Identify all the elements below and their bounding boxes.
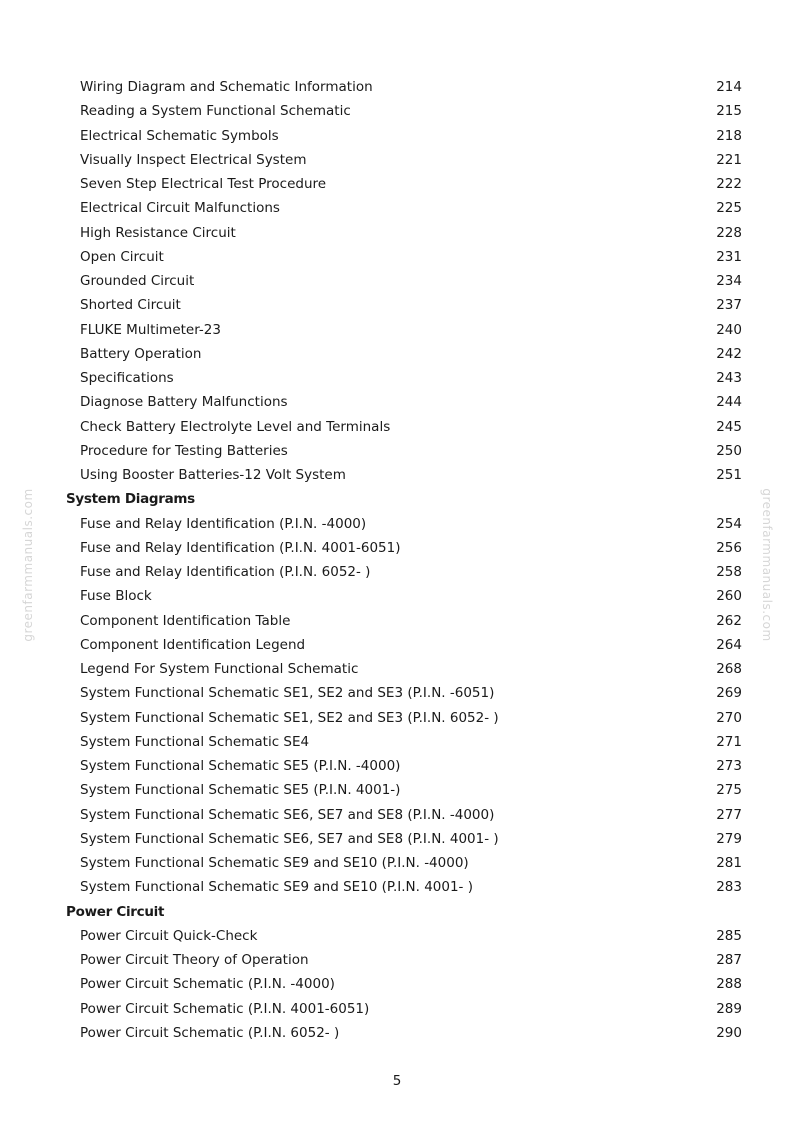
toc-section-heading — [66, 487, 742, 511]
toc-entry[interactable] — [66, 609, 742, 633]
entry-page-number: 234 — [716, 273, 742, 289]
entry-title: Wiring Diagram and Schematic Information — [80, 79, 373, 95]
entry-title: Power Circuit Quick-Check — [80, 927, 258, 944]
entry-page-number: 240 — [716, 321, 742, 338]
entry-page-number: 237 — [716, 297, 742, 314]
entry-page-number: 289 — [716, 1000, 742, 1017]
entry-page-number: 262 — [716, 612, 742, 629]
toc-section-heading — [66, 900, 742, 924]
toc-entry[interactable] — [66, 997, 742, 1021]
entry-title: System Functional Schematic SE1, SE2 and SE3 (P.I.N. 6052- ) — [80, 709, 499, 726]
entry-page-number: 275 — [716, 782, 742, 799]
entry-title: Fuse Block — [80, 588, 152, 605]
entry-page-number: 271 — [716, 733, 742, 750]
entry-title: Open Circuit — [80, 248, 164, 265]
toc-entry[interactable] — [66, 75, 742, 99]
entry-page-number: 258 — [716, 564, 742, 580]
entry-title: Grounded Circuit — [80, 273, 195, 289]
entry-page-number: 288 — [716, 976, 742, 993]
watermark-left: greenfarmmanuals.com — [21, 488, 35, 642]
toc-entry[interactable] — [66, 512, 742, 536]
entry-page-number: 268 — [716, 661, 742, 677]
toc-entry[interactable] — [66, 269, 742, 293]
toc-entry[interactable] — [66, 439, 742, 463]
toc-entry[interactable] — [66, 706, 742, 730]
entry-title: Electrical Circuit Malfunctions — [80, 200, 280, 217]
entry-title: Fuse and Relay Identification (P.I.N. 4001-6051) — [80, 539, 401, 556]
entry-title: Fuse and Relay Identification (P.I.N. -4000) — [80, 515, 367, 532]
toc-entry[interactable] — [66, 681, 742, 705]
entry-page-number: 290 — [716, 1024, 742, 1041]
entry-page-number: 243 — [716, 370, 742, 386]
entry-title: Fuse and Relay Identification (P.I.N. 6052- ) — [80, 564, 371, 580]
toc-entry[interactable] — [66, 584, 742, 608]
toc-entry[interactable] — [66, 172, 742, 196]
table-of-contents — [66, 75, 742, 1045]
entry-title: System Functional Schematic SE6, SE7 and SE8 (P.I.N. -4000) — [80, 806, 495, 823]
entry-page-number: 283 — [716, 879, 742, 896]
toc-entry[interactable] — [66, 390, 742, 414]
entry-title: FLUKE Multimeter-23 — [80, 321, 221, 338]
entry-title: Power Circuit Schematic (P.I.N. 4001-6051) — [80, 1000, 370, 1017]
entry-title: High Resistance Circuit — [80, 224, 236, 241]
entry-title: Check Battery Electrolyte Level and Terminals — [80, 418, 391, 435]
watermark-right: greenfarmmanuals.com — [760, 488, 774, 642]
toc-entry[interactable] — [66, 99, 742, 123]
toc-entry[interactable] — [66, 148, 742, 172]
toc-entry[interactable] — [66, 221, 742, 245]
entry-title: Diagnose Battery Malfunctions — [80, 394, 288, 411]
entry-title: Reading a System Functional Schematic — [80, 103, 351, 120]
entry-page-number: 281 — [716, 855, 742, 871]
section-title: System Diagrams — [66, 491, 195, 508]
toc-entry[interactable] — [66, 875, 742, 899]
toc-entry[interactable] — [66, 318, 742, 342]
toc-entry[interactable] — [66, 948, 742, 972]
entry-title: Seven Step Electrical Test Procedure — [80, 176, 327, 192]
entry-title: Electrical Schematic Symbols — [80, 127, 279, 144]
entry-page-number: 277 — [716, 806, 742, 823]
entry-title: System Functional Schematic SE5 (P.I.N. -4000) — [80, 758, 401, 774]
entry-page-number: 285 — [716, 927, 742, 944]
entry-page-number: 270 — [716, 709, 742, 726]
entry-page-number: 269 — [716, 685, 742, 702]
page-number: 5 — [392, 1073, 402, 1089]
toc-entry[interactable] — [66, 293, 742, 317]
toc-entry[interactable] — [66, 560, 742, 584]
entry-title: Using Booster Batteries-12 Volt System — [80, 467, 346, 483]
entry-title: Legend For System Functional Schematic — [80, 661, 359, 677]
toc-entry[interactable] — [66, 657, 742, 681]
entry-page-number: 242 — [716, 345, 742, 362]
entry-page-number: 245 — [716, 418, 742, 435]
entry-title: Visually Inspect Electrical System — [80, 151, 307, 168]
entry-page-number: 221 — [716, 151, 742, 168]
entry-title: System Functional Schematic SE9 and SE10 (P.I.N. -4000) — [80, 855, 469, 871]
entry-title: System Functional Schematic SE5 (P.I.N. 4001-) — [80, 782, 401, 799]
entry-page-number: 214 — [716, 79, 742, 95]
section-title: Power Circuit — [66, 903, 165, 920]
toc-entry[interactable] — [66, 124, 742, 148]
entry-page-number: 287 — [716, 952, 742, 968]
toc-entry[interactable] — [66, 463, 742, 487]
toc-entry[interactable] — [66, 803, 742, 827]
toc-entry[interactable] — [66, 536, 742, 560]
toc-entry[interactable] — [66, 754, 742, 778]
entry-title: Component Identification Legend — [80, 636, 306, 653]
entry-page-number: 222 — [716, 176, 742, 192]
entry-title: Battery Operation — [80, 345, 202, 362]
entry-page-number: 251 — [716, 467, 742, 483]
entry-title: System Functional Schematic SE6, SE7 and SE8 (P.I.N. 4001- ) — [80, 830, 499, 847]
entry-page-number: 279 — [716, 830, 742, 847]
toc-entry[interactable] — [66, 196, 742, 220]
entry-title: System Functional Schematic SE1, SE2 and SE3 (P.I.N. -6051) — [80, 685, 495, 702]
entry-page-number: 244 — [716, 394, 742, 411]
entry-title: Component Identification Table — [80, 612, 291, 629]
entry-title: Power Circuit Schematic (P.I.N. 6052- ) — [80, 1024, 340, 1041]
entry-page-number: 256 — [716, 539, 742, 556]
entry-page-number: 231 — [716, 248, 742, 265]
toc-entry[interactable] — [66, 778, 742, 802]
entry-page-number: 273 — [716, 758, 742, 774]
entry-title: Shorted Circuit — [80, 297, 181, 314]
entry-page-number: 250 — [716, 442, 742, 459]
toc-entry[interactable] — [66, 415, 742, 439]
entry-title: Procedure for Testing Batteries — [80, 442, 288, 459]
entry-page-number: 228 — [716, 224, 742, 241]
toc-entry[interactable] — [66, 342, 742, 366]
entry-title: System Functional Schematic SE9 and SE10 (P.I.N. 4001- ) — [80, 879, 473, 896]
entry-title: Power Circuit Theory of Operation — [80, 952, 309, 968]
toc-entry[interactable] — [66, 1021, 742, 1045]
entry-page-number: 260 — [716, 588, 742, 605]
entry-title: Power Circuit Schematic (P.I.N. -4000) — [80, 976, 335, 993]
toc-entry[interactable] — [66, 827, 742, 851]
toc-entry[interactable] — [66, 633, 742, 657]
entry-page-number: 264 — [716, 636, 742, 653]
entry-page-number: 254 — [716, 515, 742, 532]
toc-entry[interactable] — [66, 924, 742, 948]
entry-page-number: 218 — [716, 127, 742, 144]
entry-page-number: 215 — [716, 103, 742, 120]
toc-entry[interactable] — [66, 851, 742, 875]
entry-title: Specifications — [80, 370, 174, 386]
entry-title: System Functional Schematic SE4 — [80, 733, 310, 750]
toc-entry[interactable] — [66, 972, 742, 996]
entry-page-number: 225 — [716, 200, 742, 217]
toc-entry[interactable] — [66, 245, 742, 269]
toc-entry[interactable] — [66, 366, 742, 390]
toc-entry[interactable] — [66, 730, 742, 754]
